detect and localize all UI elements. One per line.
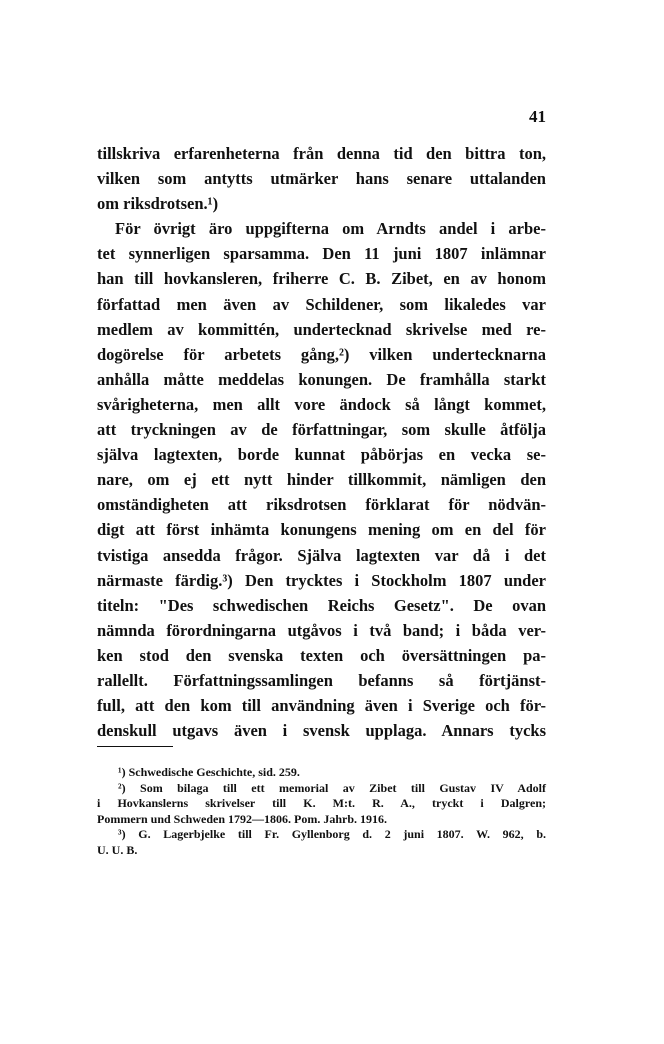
footnote-line: ¹) Schwedische Geschichte, sid. 259. xyxy=(118,765,300,779)
text-line: författad men även av Schildener, som likaledes var xyxy=(97,294,546,314)
page-number: 41 xyxy=(529,107,546,126)
text-line: anhålla måtte meddelas konungen. De framhålla starkt xyxy=(97,369,546,389)
text-line: om riksdrotsen.¹) xyxy=(97,194,219,214)
text-line: svårigheterna, men allt vore ändock så långt kommet, xyxy=(97,394,546,414)
footnote-divider xyxy=(97,746,173,747)
text-line: full, att den kom till användning även i Sverige och för- xyxy=(97,696,546,716)
footnote-line: ²) Som bilaga till ett memorial av Zibet till Gustav IV Adolf xyxy=(118,780,546,795)
text-line: titeln: "Des schwedischen Reichs Gesetz". De ovan xyxy=(97,595,546,615)
footnote-line: U. U. B. xyxy=(97,842,138,857)
text-line: tillskriva erfarenheterna från denna tid den bittra ton, xyxy=(97,144,546,163)
footnote-line: i Hovkanslerns skrivelser till K. M:t. R. A., tryckt i Dalgren; xyxy=(97,796,546,810)
text-line: tet synnerligen sparsamma. Den 11 juni 1807 inlämnar xyxy=(97,244,546,264)
text-line: För övrigt äro uppgifterna om Arndts andel i arbe- xyxy=(115,219,546,239)
footnotes xyxy=(97,765,546,858)
text-line: vilken som antytts utmärker hans senare uttalanden xyxy=(97,169,546,189)
text-line: nare, om ej ett nytt hinder tillkommit, nämligen den xyxy=(97,470,546,490)
text-line: att tryckningen av de författningar, som skulle åtfölja xyxy=(97,420,546,440)
text-line: själva lagtexten, borde kunnat påbörjas en vecka se- xyxy=(97,445,546,465)
text-line: nämnda förordningarna utgåvos i två band; i båda ver- xyxy=(97,620,546,640)
text-line: han till hovkansleren, friherre C. B. Zibet, en av honom xyxy=(97,269,546,289)
text-line: dogörelse för arbetets gång,²) vilken undertecknarna xyxy=(97,344,546,364)
body-text xyxy=(97,141,546,743)
text-line: denskull utgavs även i svensk upplaga. Annars tycks xyxy=(97,721,546,741)
text-line: omständigheten att riksdrotsen förklarat för nödvän- xyxy=(97,495,546,515)
footnote-line: ³) G. Lagerbjelke till Fr. Gyllenborg d. 2 juni 1807. W. 962, b. xyxy=(118,827,546,841)
text-line: ken stod den svenska texten och översättningen pa- xyxy=(97,645,546,665)
text-line: närmaste färdig.³) Den trycktes i Stockholm 1807 under xyxy=(97,570,546,590)
text-line: rallellt. Författningssamlingen befanns så förtjänst- xyxy=(97,670,546,690)
text-line: tvistiga ansedda frågor. Själva lagtexten var då i det xyxy=(97,545,546,565)
text-line: medlem av kommittén, undertecknad skrivelse med re- xyxy=(97,319,546,339)
footnote-line: Pommern und Schweden 1792—1806. Pom. Jahrb. 1916. xyxy=(97,811,388,826)
text-line: digt att först inhämta konungens mening om en del för xyxy=(97,520,546,540)
